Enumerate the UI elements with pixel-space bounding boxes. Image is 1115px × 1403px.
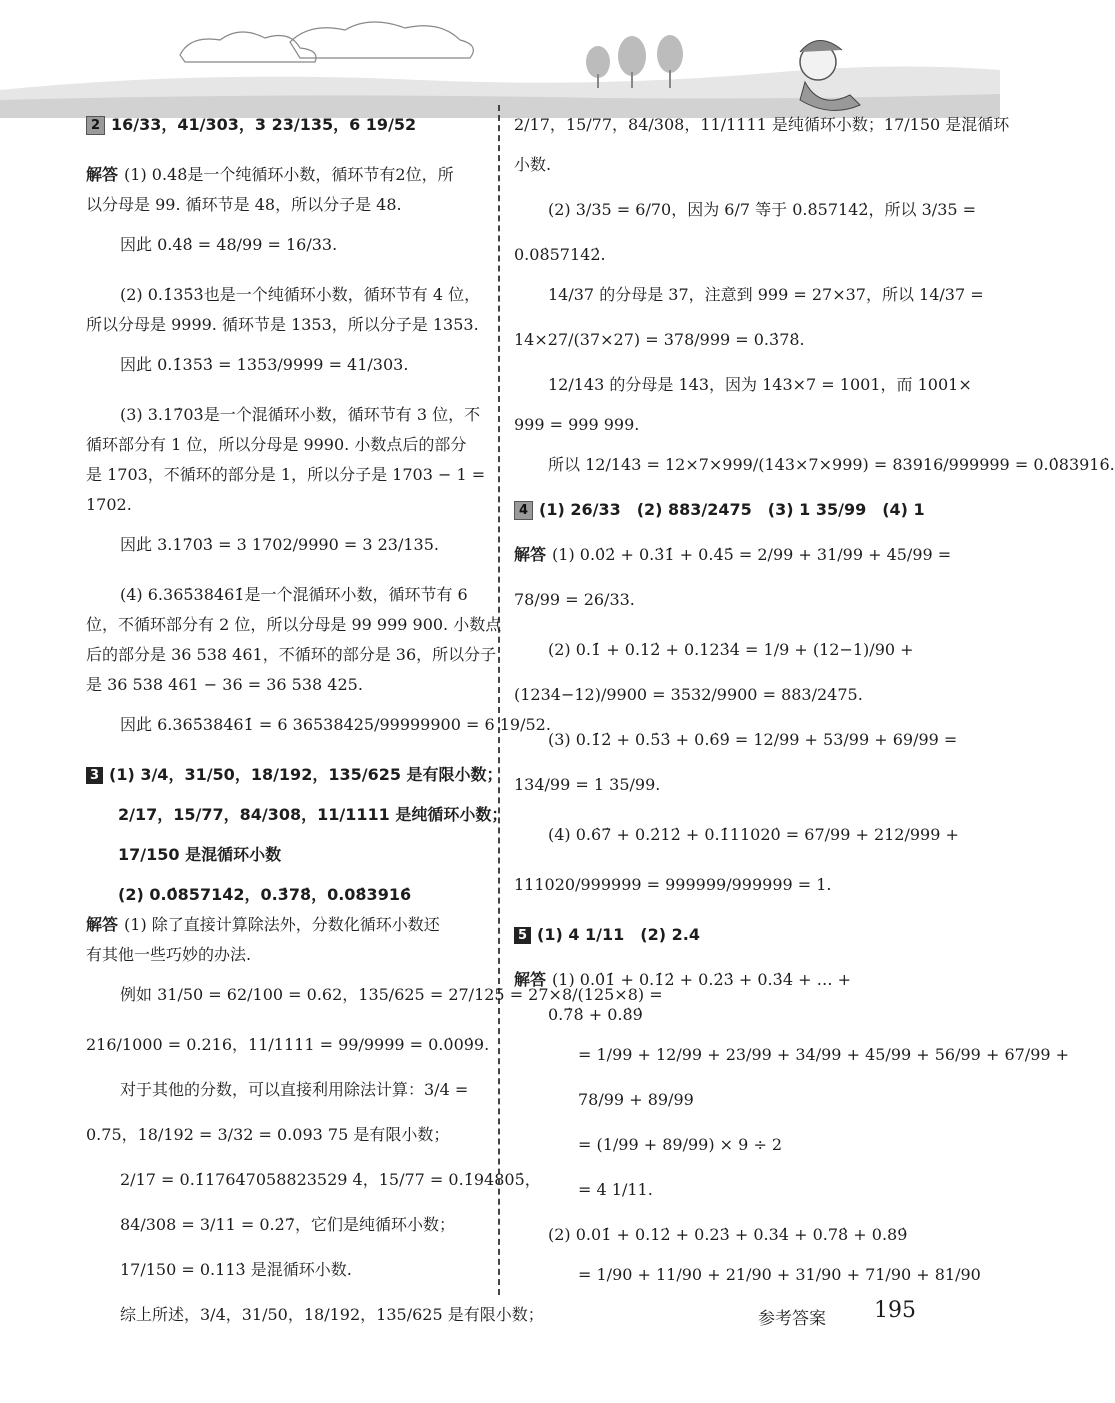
solution-label: 解答 bbox=[514, 545, 547, 564]
text-line: = 1/90 + 11/90 + 21/90 + 31/90 + 71/90 + 81/90 bbox=[578, 1265, 981, 1284]
text-line bbox=[514, 540, 951, 570]
text-line: (4) 6.365̇38461̇是一个混循环小数，循环节有 6 bbox=[120, 585, 468, 604]
text-line: (3) 3.17̇03̇是一个混循环小数，循环节有 3 位，不 bbox=[120, 405, 481, 424]
text-line: 对于其他的分数，可以直接利用除法计算：3/4 = bbox=[120, 1080, 469, 1099]
text-line: 216/1000 = 0.216，11/1111 = 99/9999 = 0.0̇09̇9. bbox=[86, 1035, 490, 1054]
text-line: 134/99 = 1 35/99. bbox=[514, 775, 661, 794]
text-line: 2/17 = 0.1̇17647058823529 4̇，15/77 = 0.1̇94805̇， bbox=[120, 1170, 541, 1189]
problem-number-badge: 2 bbox=[86, 116, 105, 135]
text-line: = 4 1/11. bbox=[578, 1180, 653, 1199]
answer-text: (1) 3/4，31/50，18/192，135/625 是有限小数； bbox=[109, 765, 503, 784]
text-line: 111020/999999 = 999999/999999 = 1. bbox=[514, 875, 832, 894]
text-line: 84/308 = 3/11 = 0.2̇7̇，它们是纯循环小数； bbox=[120, 1215, 456, 1234]
answer-text: (1) 4 1/11 (2) 2.4 bbox=[537, 925, 700, 944]
text-line: = 1/99 + 12/99 + 23/99 + 34/99 + 45/99 + 56/99 + 67/99 + bbox=[578, 1045, 1070, 1064]
text-line: 2/17，15/77，84/308，11/1111 是纯循环小数； bbox=[118, 805, 508, 824]
text-line: 因此 0.4̇8̇ = 48/99 = 16/33. bbox=[120, 235, 338, 254]
problem-number-badge: 4 bbox=[514, 501, 533, 520]
solution-text: (1) 0.0̇1̇ + 0.1̇2̇ + 0.2̇3̇ + 0.3̇4̇ + … + bbox=[552, 970, 852, 989]
column-divider bbox=[498, 105, 500, 1295]
text-line: (2) 3/35 = 6/70，因为 6/7 等于 0.8̇57142̇，所以 3/35 = bbox=[548, 200, 977, 219]
problem-number-badge: 5 bbox=[514, 927, 531, 944]
text-line bbox=[514, 495, 925, 525]
text-line: 17/150 是混循环小数 bbox=[118, 845, 282, 864]
text-line: 17/150 = 0.113̇ 是混循环小数. bbox=[120, 1260, 352, 1279]
text-line: 1702. bbox=[86, 495, 132, 514]
answer-text: 16/33，41/303，3 23/135，6 19/52 bbox=[111, 115, 417, 134]
text-line: (2) 0.1̇35̇3̇也是一个纯循环小数，循环节有 4 位， bbox=[120, 285, 481, 304]
text-line: (2) 0.01̇ + 0.12̇ + 0.23̇ + 0.34̇ + 0.78̇ + 0.89̇ bbox=[548, 1225, 908, 1244]
text-line: 14×27/(37×27) = 378/999 = 0.3̇78̇. bbox=[514, 330, 805, 349]
text-line: 12/143 的分母是 143，因为 143×7 = 1001，而 1001× bbox=[548, 375, 972, 394]
solution-text: (1) 0.4̇8̇是一个纯循环小数，循环节有2位，所 bbox=[124, 165, 454, 184]
text-line bbox=[86, 160, 454, 190]
solution-text: (1) 除了直接计算除法外，分数化循环小数还 bbox=[124, 915, 440, 934]
text-line bbox=[86, 110, 416, 140]
text-line bbox=[514, 965, 851, 995]
text-line: (2) 0.1̇ + 0.12̇ + 0.123̇4̇ = 1/9 + (12−1)/90 + bbox=[548, 640, 914, 659]
text-line: 2/17，15/77，84/308，11/1111 是纯循环小数；17/150 是混循环 bbox=[514, 115, 1010, 134]
text-line: 因此 6.365̇38461̇ = 6 36538425/99999900 = 6 19/52. bbox=[120, 715, 551, 734]
solution-label: 解答 bbox=[514, 970, 547, 989]
problem-number-badge: 3 bbox=[86, 767, 103, 784]
text-line: 循环部分有 1 位，所以分母是 9990. 小数点后的部分 bbox=[86, 435, 467, 454]
text-line: 14/37 的分母是 37，注意到 999 = 27×37，所以 14/37 = bbox=[548, 285, 984, 304]
text-line: (3) 0.1̇2̇ + 0.5̇3̇ + 0.6̇9̇ = 12/99 + 53/99 + 69/99 = bbox=[548, 730, 958, 749]
text-line: 有其他一些巧妙的办法. bbox=[86, 945, 252, 964]
text-line: 78/99 + 89/99 bbox=[578, 1090, 694, 1109]
text-line: = (1/99 + 89/99) × 9 ÷ 2 bbox=[578, 1135, 783, 1154]
text-line: (2) 0.0̇85714̇2，0.3̇78̇，0.08̇3916̇ bbox=[118, 885, 412, 904]
text-line: 是 1703，不循环的部分是 1，所以分子是 1703 − 1 = bbox=[86, 465, 486, 484]
answer-text: (1) 26/33 (2) 883/2475 (3) 1 35/99 (4) 1 bbox=[539, 500, 925, 519]
text-line: 78/99 = 26/33. bbox=[514, 590, 635, 609]
landscape-illustration bbox=[0, 0, 1000, 118]
solution-label: 解答 bbox=[86, 915, 119, 934]
text-line: (4) 0.6̇7̇ + 0.2̇12̇ + 0.1̇11020̇ = 67/99 + 212/999 + bbox=[548, 825, 959, 844]
text-line: 所以分母是 9999. 循环节是 1353，所以分子是 1353. bbox=[86, 315, 479, 334]
page-number: 195 bbox=[874, 1298, 916, 1323]
text-line: 0.75，18/192 = 3/32 = 0.093 75 是有限小数； bbox=[86, 1125, 450, 1144]
text-line: 是 36 538 461 − 36 = 36 538 425. bbox=[86, 675, 363, 694]
solution-label: 解答 bbox=[86, 165, 119, 184]
text-line: 位，不循环部分有 2 位，所以分母是 99 999 900. 小数点 bbox=[86, 615, 502, 634]
text-line: 所以 12/143 = 12×7×999/(143×7×999) = 83916/999999 = 0.0̇83916̇. bbox=[548, 455, 1115, 474]
text-line: 0.7̇8̇ + 0.8̇9̇ bbox=[548, 1005, 643, 1024]
text-line: 例如 31/50 = 62/100 = 0.62，135/625 = 27/125 = 27×8/(125×8) = bbox=[120, 985, 663, 1004]
text-line: (1234−12)/9900 = 3532/9900 = 883/2475. bbox=[514, 685, 863, 704]
solution-text: (1) 0.0̇2̇ + 0.3̇1̇ + 0.4̇5̇ = 2/99 + 31/99 + 45/99 = bbox=[552, 545, 952, 564]
text-line: 0.08̇57142̇. bbox=[514, 245, 606, 264]
text-line: 因此 0.1̇353̇ = 1353/9999 = 41/303. bbox=[120, 355, 409, 374]
text-line bbox=[86, 760, 503, 790]
text-line: 后的部分是 36 538 461，不循环的部分是 36，所以分子 bbox=[86, 645, 497, 664]
text-line bbox=[86, 910, 440, 940]
text-line: 小数. bbox=[514, 155, 552, 174]
header-illustration bbox=[0, 0, 1000, 118]
text-line bbox=[514, 920, 700, 950]
text-line: 999 = 999 999. bbox=[514, 415, 640, 434]
text-line: 以分母是 99. 循环节是 48，所以分子是 48. bbox=[86, 195, 402, 214]
text-line: 综上所述，3/4，31/50，18/192，135/625 是有限小数； bbox=[120, 1305, 544, 1324]
text-line: 因此 3.17̇03̇ = 3 1702/9990 = 3 23/135. bbox=[120, 535, 439, 554]
footer-label: 参考答案 bbox=[758, 1309, 826, 1329]
